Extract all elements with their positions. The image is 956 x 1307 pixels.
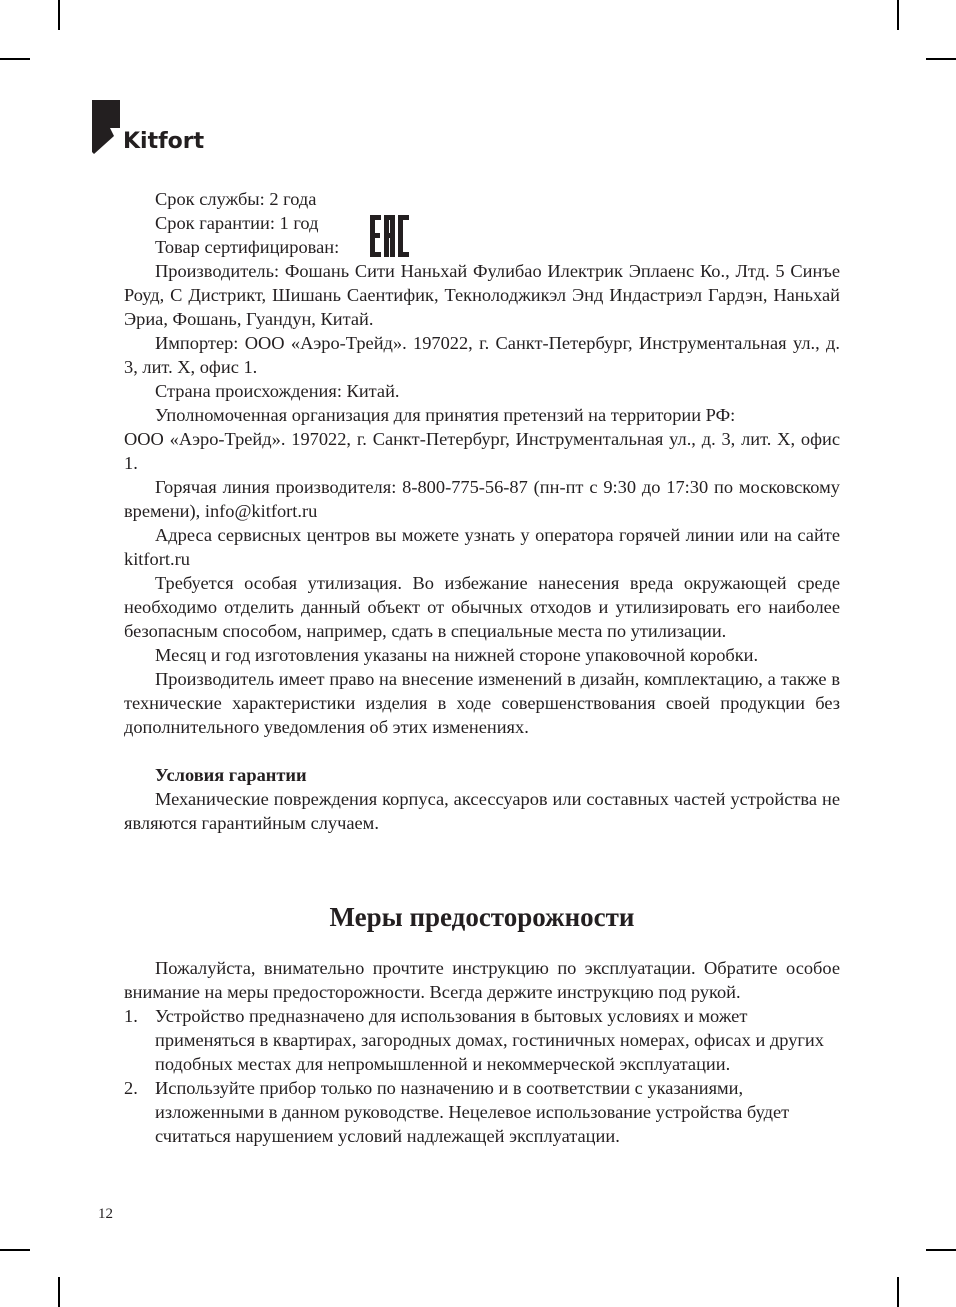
service-life: Срок службы: 2 года	[155, 189, 317, 209]
list-item	[124, 1076, 840, 1148]
list-item-text: Используйте прибор только по назначению и в соответствии с указаниями, изложенными в данном руководстве. Нецелевое использование устройства будет считаться нарушением условий надлежащей эксплуатации.	[155, 1078, 790, 1146]
warranty-period: Срок гарантии: 1 год	[155, 213, 319, 233]
changes-paragraph: Производитель имеет право на внесение изменений в дизайн, комплектацию, а также в технические характеристики изделия в ходе совершенствования своей продукции без дополнительного уведомления об этих изменениях.	[124, 669, 840, 737]
kitfort-logo	[92, 100, 205, 160]
hotline-paragraph: Горячая линия производителя: 8-800-775-56-87 (пн-пт с 9:30 до 17:30 по московскому времени), info@kitfort.ru	[124, 477, 840, 521]
crop-mark-top-left-h	[0, 58, 30, 60]
precautions-list	[124, 1004, 840, 1148]
page-number: 12	[98, 1206, 113, 1222]
crop-mark-bottom-right-v	[897, 1277, 899, 1307]
authorized-org-address: ООО «Аэро-Трейд». 197022, г. Санкт-Петербург, Инструментальная ул., д. 3, лит. Х, офис 1.	[124, 429, 840, 473]
precautions-title: Меры предосторожности	[329, 902, 635, 932]
eac-certification-icon	[370, 215, 410, 257]
crop-mark-bottom-right-h	[926, 1249, 956, 1251]
crop-mark-bottom-left-h	[0, 1249, 30, 1251]
warranty-text: Механические повреждения корпуса, аксессуаров или составных частей устройства не являются гарантийным случаем.	[124, 789, 840, 833]
precautions-intro: Пожалуйста, внимательно прочтите инструкцию по эксплуатации. Обратите особое внимание на меры предосторожности. Всегда держите инструкцию под рукой.	[124, 958, 840, 1002]
crop-mark-bottom-left-v	[58, 1277, 60, 1307]
kitfort-shield-logo-icon	[92, 100, 122, 156]
authorized-org-paragraph: Уполномоченная организация для принятия претензий на территории РФ:	[155, 405, 736, 425]
list-item-text: Устройство предназначено для использования в бытовых условиях и может применяться в квартирах, загородных домах, гостиничных номерах, офисах и других подобных местах для непромышленной и некоммерческой эксплуатации.	[155, 1006, 824, 1074]
certified-label: Товар сертифицирован:	[155, 237, 340, 257]
production-date-paragraph: Месяц и год изготовления указаны на нижней стороне упаковочной коробки.	[155, 645, 759, 665]
list-item-number: 1.	[124, 1006, 138, 1026]
importer-paragraph: Импортер: ООО «Аэро-Трейд». 197022, г. Санкт-Петербург, Инструментальная ул., д. 3, лит. Х, офис 1.	[124, 333, 840, 377]
brand-name: Kitfort	[123, 129, 205, 154]
crop-mark-top-right-h	[926, 58, 956, 60]
crop-mark-top-right-v	[897, 0, 899, 30]
list-item	[124, 1004, 840, 1076]
precautions-section	[124, 956, 840, 1148]
service-info-section	[124, 187, 840, 835]
warranty-heading: Условия гарантии	[155, 765, 307, 785]
list-item-number: 2.	[124, 1078, 138, 1098]
origin-paragraph: Страна происхождения: Китай.	[155, 381, 400, 401]
crop-mark-top-left-v	[58, 0, 60, 30]
manufacturer-paragraph: Производитель: Фошань Сити Наньхай Фулибао Илектрик Эплаенс Ко., Лтд. 5 Синъе Роуд, С Дистрикт, Шишань Саентифик, Текнолоджикэл Энд Индастриэл Гардэн, Наньхай Эриа, Фошань, Гуандун, Китай.	[124, 261, 840, 329]
disposal-paragraph: Требуется особая утилизация. Во избежание нанесения вреда окружающей среде необходимо отделить данный объект от обычных отходов и утилизировать его наиболее безопасным способом, например, сдать в специальные места по утилизации.	[124, 573, 840, 641]
service-centers-paragraph: Адреса сервисных центров вы можете узнать у оператора горячей линии или на сайте kitfort.ru	[124, 525, 840, 569]
